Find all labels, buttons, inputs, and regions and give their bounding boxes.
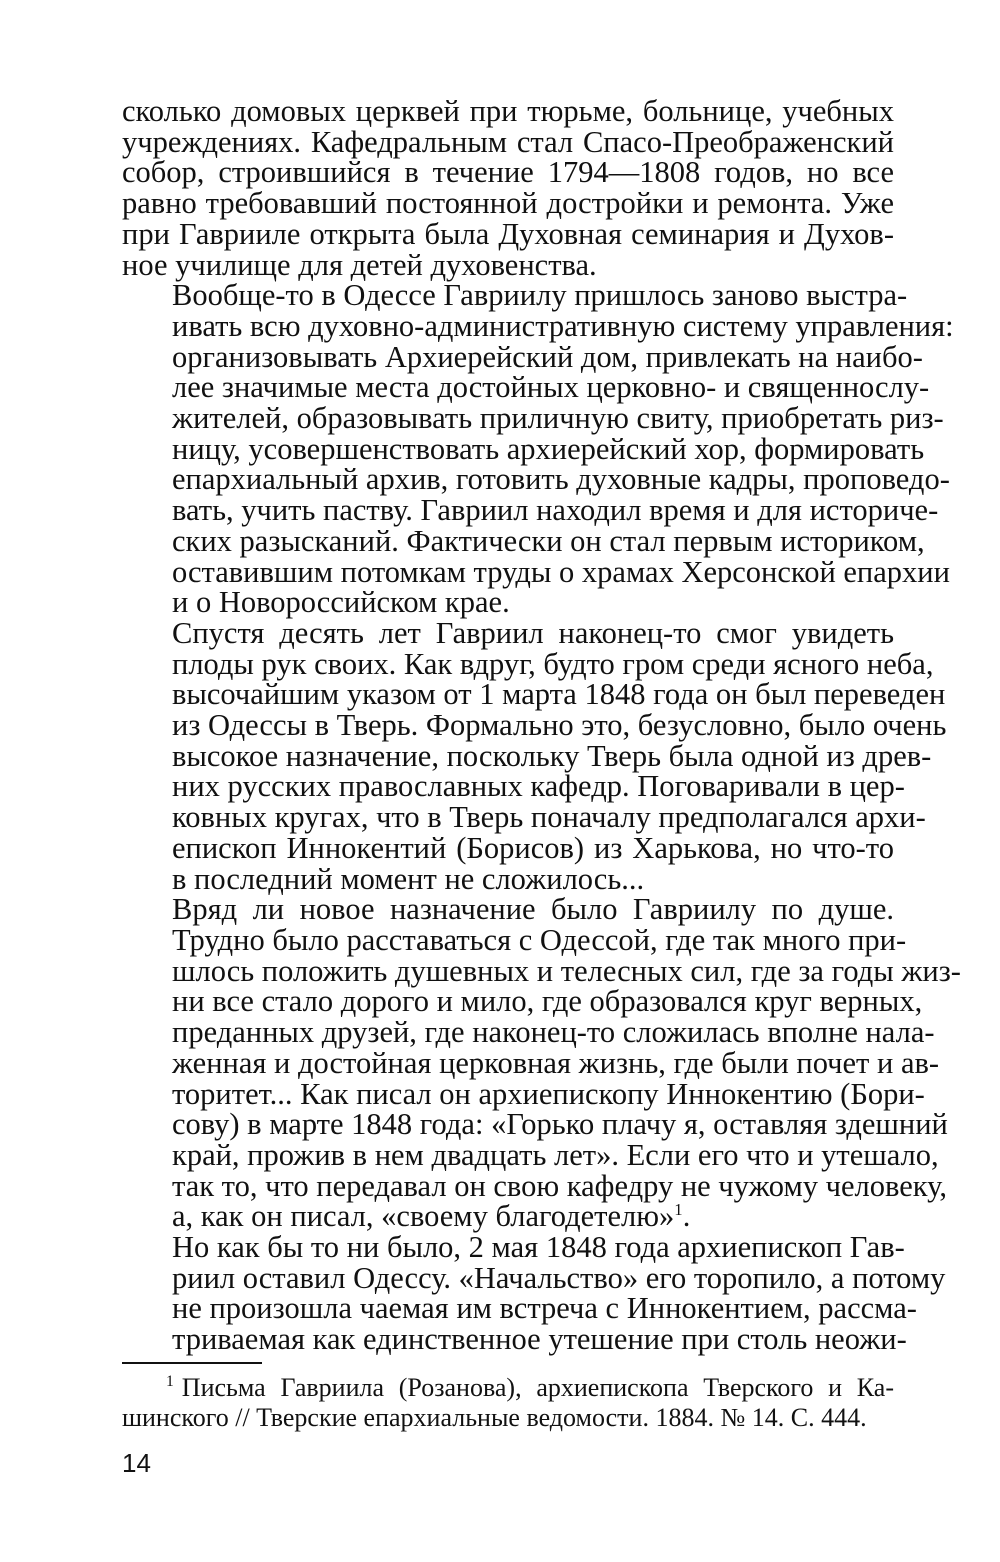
text-line [122, 738, 932, 773]
text-line [122, 953, 961, 988]
text-line-content: оставившим потомкам труды о храмах Херсонской епархии [172, 554, 950, 589]
text-line [122, 1168, 947, 1203]
text-line [122, 1291, 917, 1326]
text-line [122, 188, 894, 219]
paragraph [122, 96, 894, 280]
text-line-content: риил оставил Одессу. «Начальство» его торопило, а потому [172, 1260, 946, 1295]
text-line [122, 1045, 940, 1080]
text-line [122, 830, 894, 865]
text-line-content: Но как бы то ни было, 2 мая 1848 года архиепископ Гав- [172, 1230, 905, 1265]
text-line-content: так то, что передавал он свою кафедру не чужому человеку, [172, 1168, 947, 1203]
text-line-content: них русских православных кафедр. Поговаривали в цер- [172, 769, 905, 804]
text-line-content: Вряд ли новое назначение было Гавриилу по душе. [172, 892, 894, 927]
text-line [122, 96, 894, 127]
text-line [122, 216, 894, 251]
text-line [122, 247, 894, 282]
text-line [122, 1107, 948, 1142]
text-line-content: высокое назначение, поскольку Тверь была одной из древ- [172, 738, 932, 773]
footnote [122, 1373, 894, 1433]
text-line-content: епископ Иннокентий (Борисов) из Харькова, но что-то [172, 830, 894, 865]
footnote-line-1 [122, 1373, 894, 1403]
text-line-content: жителей, образовывать приличную свиту, приобретать риз- [172, 401, 944, 436]
text-line [122, 708, 947, 743]
main-text [122, 94, 961, 1357]
text-line [122, 861, 894, 896]
text-line-content: равно требовавший постоянной достройки и ремонта. Уже [122, 186, 894, 221]
text-line-content: преданных друзей, где наконец-то сложилась вполне нала- [172, 1015, 935, 1050]
text-line [122, 157, 894, 188]
text-line-content: шлось положить душевных и телесных сил, где за годы жиз- [172, 953, 961, 988]
paragraph [122, 1230, 946, 1357]
text-line [122, 769, 905, 804]
footnote-reference[interactable]: 1 [674, 1200, 683, 1220]
footnote-line-2: шинского // Тверские епархиальные ведомости. 1884. № 14. С. 444. [122, 1403, 867, 1432]
text-line [122, 587, 894, 618]
text-line [122, 894, 894, 925]
paragraph [122, 278, 954, 620]
text-line [122, 462, 950, 497]
text-line-content: епархиальный архив, готовить духовные кадры, проповедо- [172, 462, 950, 497]
text-line [122, 401, 944, 436]
text-line [122, 646, 934, 681]
text-line-content: плоды рук своих. Как вдруг, будто гром среди ясного неба, [172, 646, 934, 681]
paragraph [122, 892, 961, 1234]
footnote-marker: 1 [166, 1373, 174, 1391]
text-line-content: из Одессы в Тверь. Формально это, безусловно, было очень [172, 708, 947, 743]
text-line [122, 922, 907, 957]
text-line-content: торитет... Как писал он архиепископу Иннокентию (Бори- [172, 1076, 925, 1111]
paragraph [122, 615, 947, 896]
text-line-content: в последний момент не сложилось... [172, 861, 645, 896]
text-line [122, 615, 894, 650]
text-line-content: сколько домовых церквей при тюрьме, больнице, учебных [122, 94, 894, 128]
text-line-content: высочайшим указом от 1 марта 1848 года он был переведен [172, 677, 946, 712]
text-line-content: собор, строившийся в течение 1794—1808 годов, но все [122, 155, 894, 190]
text-line [122, 1260, 946, 1295]
text-line-content: ни все стало дорого и мило, где образовался круг верных, [172, 984, 923, 1019]
text-line-content: при Гаврииле открыта была Духовная семинария и Духов- [122, 216, 894, 251]
text-line [122, 554, 950, 589]
text-line [122, 1076, 925, 1111]
text-line [122, 1201, 894, 1232]
text-line [122, 339, 923, 374]
text-line-content: ских разысканий. Фактически он стал первым историком, [172, 523, 925, 558]
text-line [122, 1322, 907, 1357]
text-line [122, 278, 908, 313]
text-line [122, 1230, 905, 1265]
text-line-content: ное училище для детей духовенства. [122, 247, 597, 282]
text-line-content: Вообще-то в Одессе Гавриилу пришлось заново выстра- [172, 278, 908, 313]
text-line-content: женная и достойная церковная жизнь, где были почет и ав- [172, 1045, 940, 1080]
text-line [122, 1137, 939, 1172]
text-line-content: вать, учить паству. Гавриил находил время и для историче- [172, 493, 939, 528]
text-line-content: учреждениях. Кафедральным стал Спасо-Преображенский [122, 124, 894, 159]
page-number: 14 [122, 1448, 151, 1478]
text-line-content: Трудно было расставаться с Одессой, где так много при- [172, 922, 907, 957]
footnote-separator [122, 1362, 262, 1364]
trailing-punctuation: . [682, 1199, 691, 1234]
footnote-text-1: Письма Гавриила (Розанова), архиепископа Тверского и Ка- [181, 1373, 894, 1402]
text-line-content: ковных кругах, что в Тверь поначалу предполагался архи- [172, 800, 926, 835]
text-line [122, 523, 925, 558]
text-line [122, 1015, 935, 1050]
text-line-content: и о Новороссийском крае. [172, 585, 510, 620]
text-line [122, 370, 930, 405]
text-line-content: организовывать Архиерейский дом, привлекать на наибо- [172, 339, 923, 374]
text-line [122, 984, 923, 1019]
text-line-content: Спустя десять лет Гавриил наконец-то смог увидеть [172, 615, 894, 650]
text-line [122, 800, 926, 835]
text-line-content: ивать всю духовно-административную систему управления: [172, 308, 954, 343]
text-line-content: не произошла чаемая им встреча с Иннокентием, рассма- [172, 1291, 917, 1326]
text-line [122, 431, 925, 466]
text-line-content: лее значимые места достойных церковно- и священнослу- [172, 370, 930, 405]
text-line-content: ницу, усовершенствовать архиерейский хор, формировать [172, 431, 925, 466]
text-line [122, 493, 939, 528]
text-line [122, 308, 954, 343]
text-line-content: край, прожив в нем двадцать лет». Если его что и утешало, [172, 1137, 939, 1172]
text-line-content: триваемая как единственное утешение при столь неожи- [172, 1322, 907, 1357]
text-line [122, 677, 946, 712]
text-line-content: а, как он писал, «своему благодетелю» [172, 1199, 675, 1234]
text-line-content: сову) в марте 1848 года: «Горько плачу я, оставляя здешний [172, 1107, 948, 1142]
text-line [122, 124, 894, 159]
